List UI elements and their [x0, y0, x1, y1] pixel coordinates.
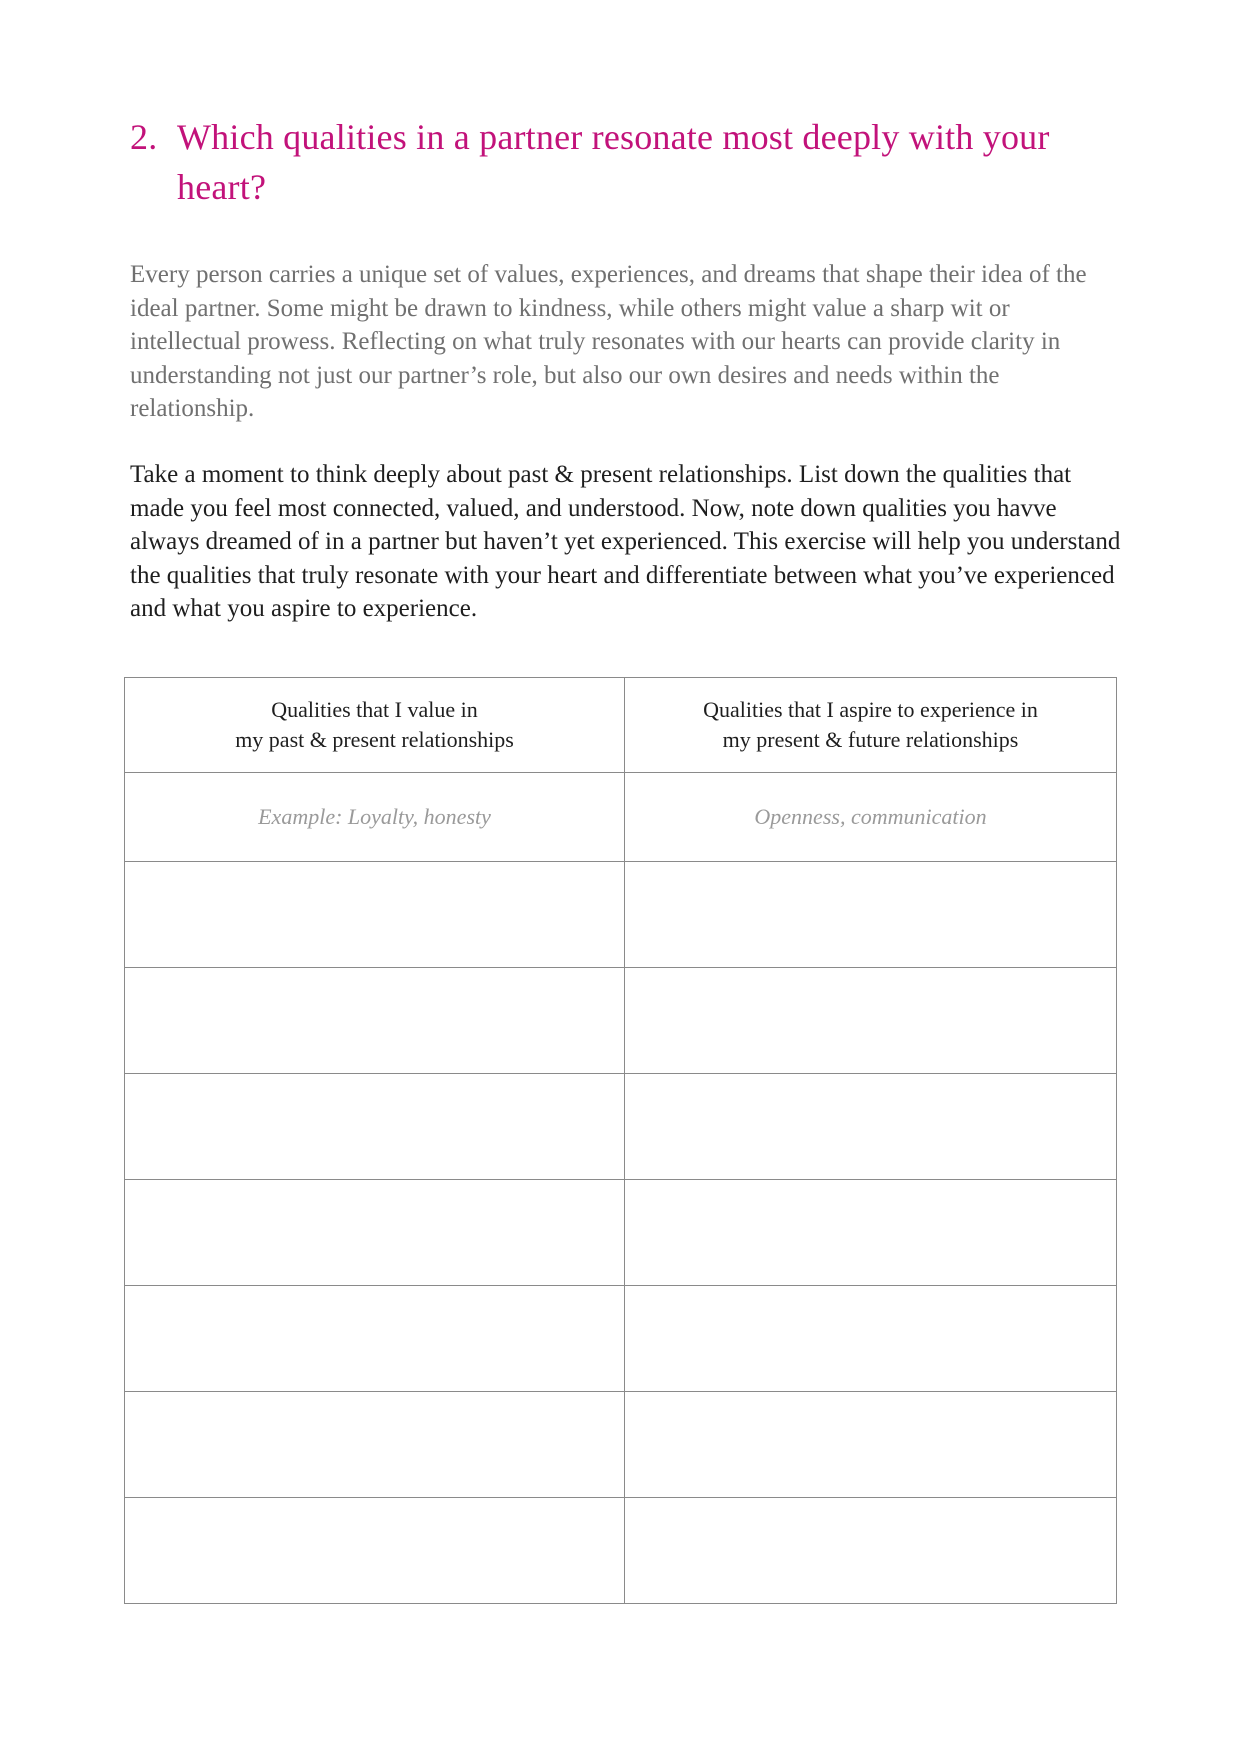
- column-header-line: my present & future relationships: [722, 727, 1019, 752]
- write-in-cell[interactable]: [625, 1180, 1117, 1286]
- table-row: [125, 968, 1117, 1074]
- example-cell-value[interactable]: Example: Loyalty, honesty: [125, 773, 625, 862]
- write-in-cell[interactable]: [625, 862, 1117, 968]
- column-header-line: my past & present relationships: [235, 727, 514, 752]
- write-in-cell[interactable]: [625, 1498, 1117, 1604]
- column-header-line: Qualities that I value in: [271, 697, 478, 722]
- table-row: [125, 862, 1117, 968]
- table-row: [125, 1074, 1117, 1180]
- qualities-table: [124, 677, 1117, 1604]
- write-in-cell[interactable]: [125, 1498, 625, 1604]
- write-in-cell[interactable]: [625, 968, 1117, 1074]
- question-heading: [130, 112, 1090, 212]
- table-row: [125, 1286, 1117, 1392]
- write-in-cell[interactable]: [125, 1074, 625, 1180]
- table-row: [125, 1180, 1117, 1286]
- write-in-cell[interactable]: [125, 862, 625, 968]
- table-row: [125, 1498, 1117, 1604]
- instructions-paragraph: Take a moment to think deeply about past & present relationships. List down the qualities that made you feel most connected, valued, and understood. Now, note down qualities you havve always dreamed of in a partner but haven’t yet experienced. This exercise will help you understand the qualities that truly resonate with your heart and differentiate between what you’ve experienced and what you aspire to experience.: [130, 461, 1121, 622]
- intro-paragraph: Every person carries a unique set of values, experiences, and dreams that shape their idea of the ideal partner. Some might be drawn to kindness, while others might value a sharp wit or intellectual prowess. Reflecting on what truly resonates with our hearts can provide clarity in understanding not just our partner’s role, but also our own desires and needs within the relationship.: [130, 261, 1087, 422]
- write-in-cell[interactable]: [625, 1392, 1117, 1498]
- write-in-cell[interactable]: [125, 1392, 625, 1498]
- example-row: [125, 773, 1117, 862]
- question-number: 2.: [130, 117, 158, 157]
- write-in-cell[interactable]: [125, 968, 625, 1074]
- example-cell-aspire[interactable]: Openness, communication: [625, 773, 1117, 862]
- table-row: [125, 1392, 1117, 1498]
- write-in-cell[interactable]: [125, 1180, 625, 1286]
- write-in-cell[interactable]: [625, 1286, 1117, 1392]
- write-in-cell[interactable]: [625, 1074, 1117, 1180]
- column-header-value: [125, 678, 625, 773]
- write-in-cell[interactable]: [125, 1286, 625, 1392]
- table-header-row: [125, 678, 1117, 773]
- question-title: Which qualities in a partner resonate most deeply with your heart?: [177, 117, 1050, 207]
- column-header-line: Qualities that I aspire to experience in: [703, 697, 1038, 722]
- column-header-aspire: [625, 678, 1117, 773]
